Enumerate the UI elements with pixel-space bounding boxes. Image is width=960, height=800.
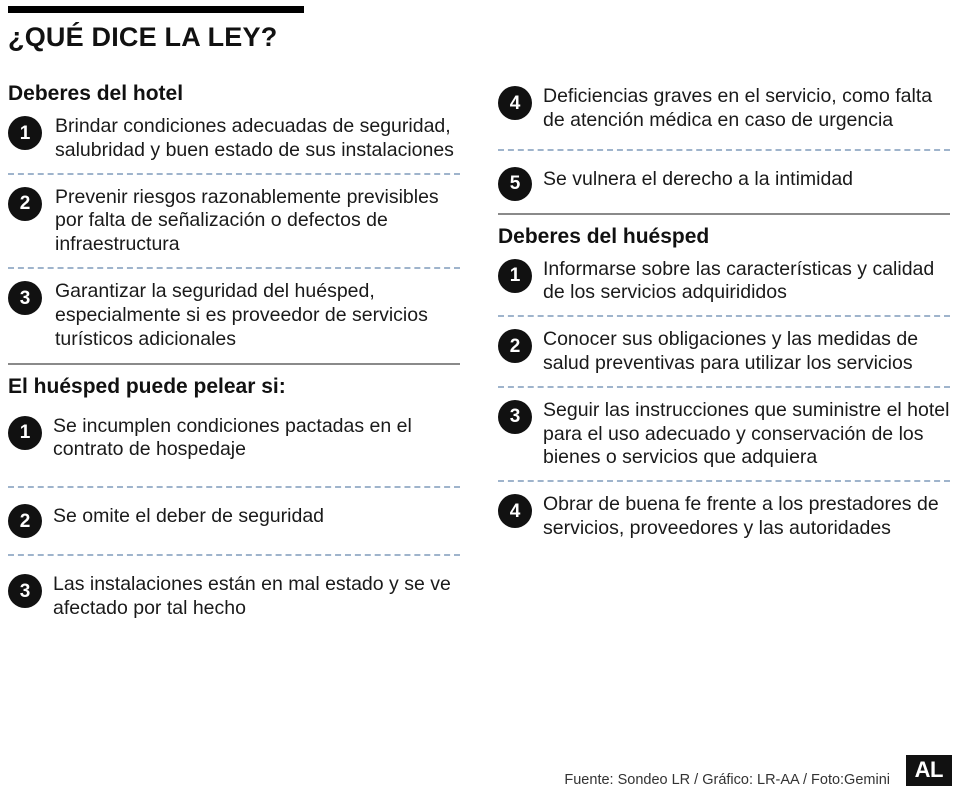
divider [8,267,460,269]
divider [498,315,950,317]
right-column [498,82,950,543]
page-title: ¿QUÉ DICE LA LEY? [8,22,278,52]
bullet-number-icon: 5 [498,167,532,201]
bullet-number-icon: 2 [8,187,42,221]
list-item-text: Garantizar la seguridad del huésped, especialmente si es proveedor de servicios turísticos adicionales [55,280,428,350]
section-title-guest-duties: Deberes del huésped [498,224,710,248]
list-item-text: Se omite el deber de seguridad [53,505,325,528]
list-item-text: Prevenir riesgos razonablemente previsibles por falta de señalización o defectos de infraestructura [55,185,439,256]
divider [498,149,950,151]
list-item-text: Se vulnera el derecho a la intimidad [543,167,854,190]
list-item-text: Informarse sobre las características y calidad de los servicios adquirididos [543,257,935,304]
source-credit: Fuente: Sondeo LR / Gráfico: LR-AA / Foto:Gemini [564,772,890,788]
list-item-text: Las instalaciones están en mal estado y se ve afectado por tal hecho [53,573,451,619]
list-item-text: Conocer sus obligaciones y las medidas de salud preventivas para utilizar los servicios [543,328,919,375]
list-item [8,502,460,540]
list-item [498,255,950,308]
list-item [498,165,950,203]
guest-duties-list [498,255,950,543]
divider [498,386,950,388]
list-item [8,183,460,259]
list-item [8,570,460,623]
bullet-number-icon: 4 [498,86,532,120]
guest-claims-list [8,412,460,623]
bullet-number-icon: 4 [498,494,532,528]
list-item [8,412,460,465]
divider [498,480,950,482]
bullet-number-icon: 3 [8,574,42,608]
section-divider [498,213,950,215]
list-item-text: Brindar condiciones adecuadas de seguridad, salubridad y buen estado de sus instalaciones [55,115,454,161]
top-rule [8,6,304,13]
bullet-number-icon: 1 [8,416,42,450]
section-title-guest-claims: El huésped puede pelear si: [8,375,286,399]
list-item-text: Obrar de buena fe frente a los prestadores de servicios, proveedores y las autoridades [543,493,939,539]
bullet-number-icon: 2 [498,329,532,363]
bullet-number-icon: 1 [8,116,42,150]
list-item [8,277,460,353]
divider [8,486,460,488]
bullet-number-icon: 3 [8,281,42,315]
list-item [8,112,460,165]
section-title-hotel-duties: Deberes del hotel [8,82,184,105]
list-item [498,325,950,378]
divider [8,173,460,175]
bullet-number-icon: 1 [498,259,532,293]
list-item-text: Deficiencias graves en el servicio, como falta de atención médica en caso de urgencia [543,85,933,131]
list-item-text: Seguir las instrucciones que suministre el hotel para el uso adecuado y conservación de los bienes o servicios que adquiera [543,398,950,469]
bullet-number-icon: 3 [498,400,532,434]
section-divider [8,363,460,365]
brand-logo: AL [906,755,952,786]
guest-claims-continued-list [498,82,950,203]
list-item [498,396,950,472]
left-column [8,82,460,623]
bullet-number-icon: 2 [8,504,42,538]
divider [8,554,460,556]
list-item [498,490,950,543]
list-item-text: Se incumplen condiciones pactadas en el contrato de hospedaje [53,414,412,461]
hotel-duties-list [8,112,460,353]
list-item [498,82,950,135]
